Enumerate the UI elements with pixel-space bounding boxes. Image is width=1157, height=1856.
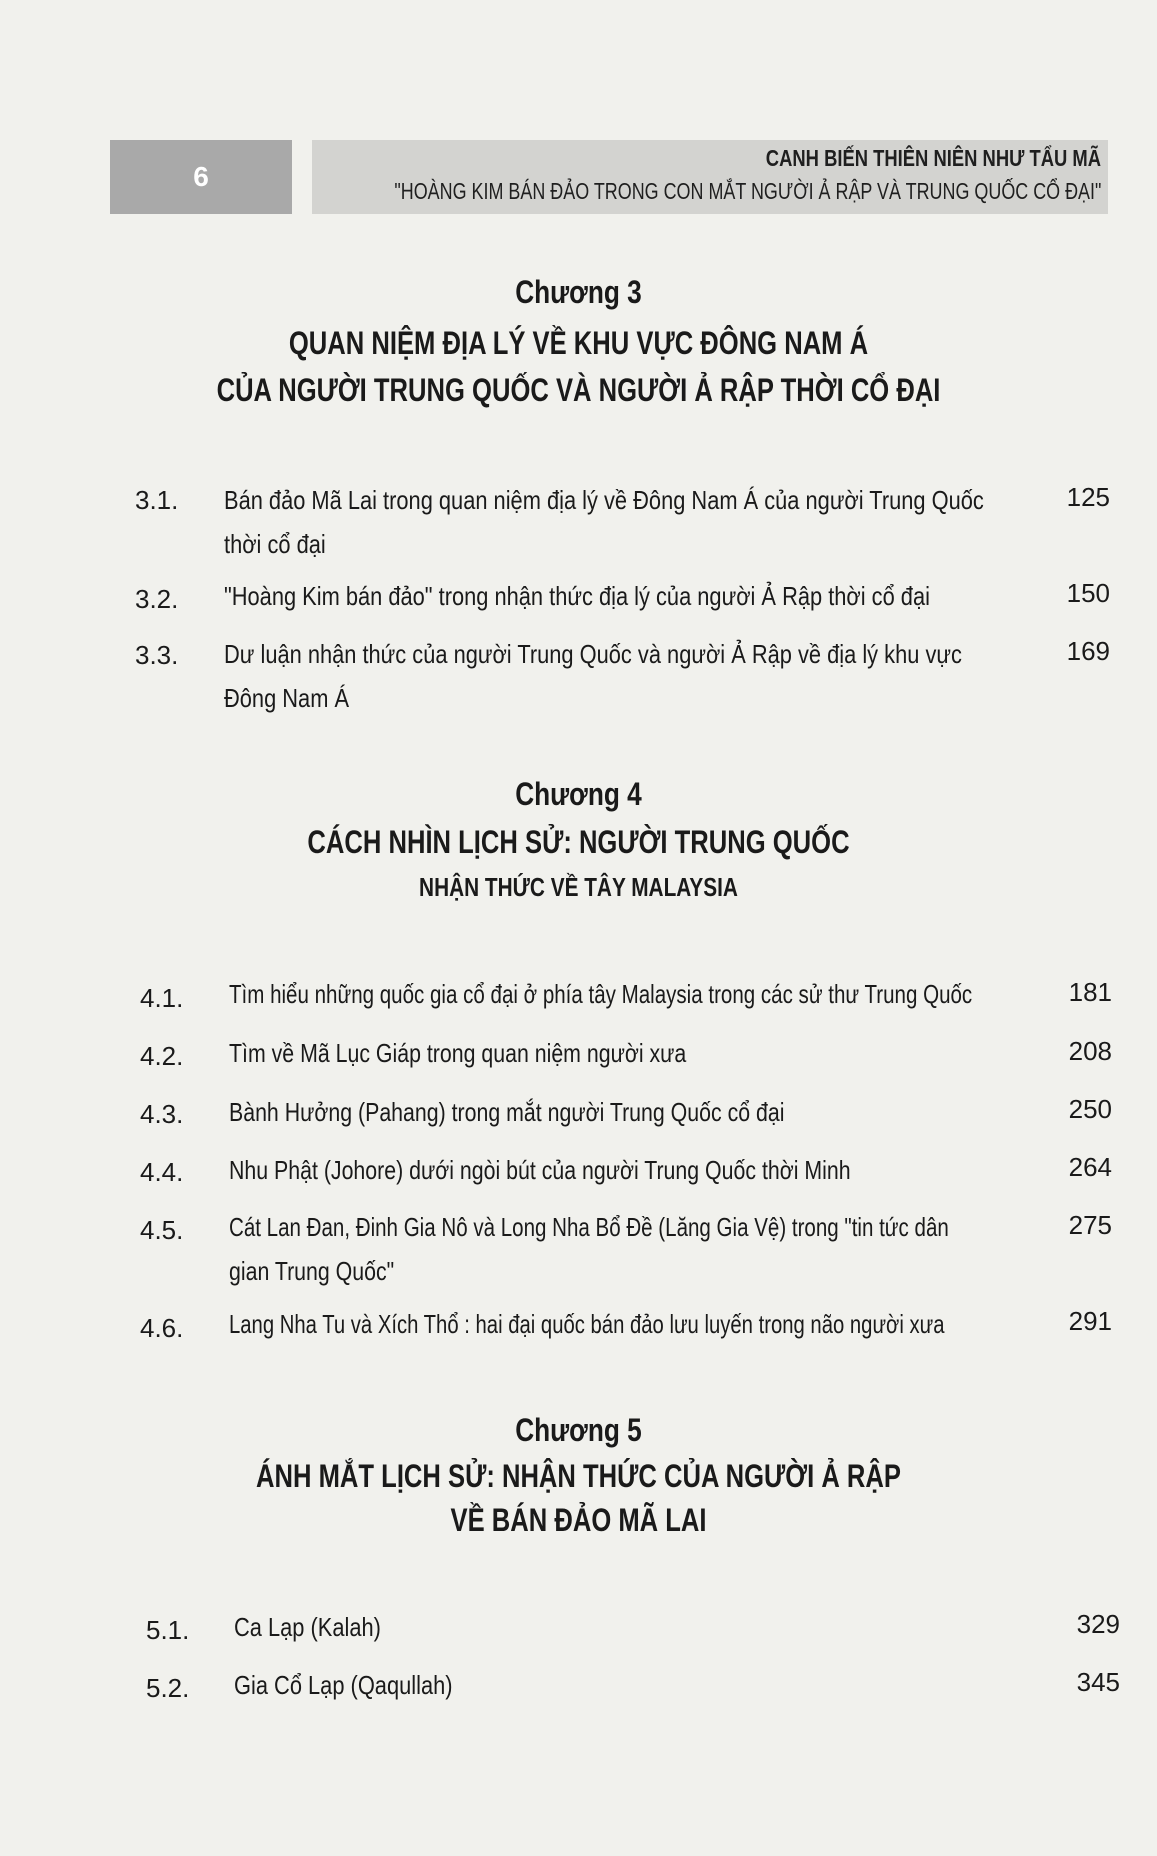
running-header-title: CANH BIẾN THIÊN NIÊN NHƯ TẨU MÃ	[765, 145, 1101, 171]
entry-title: Dư luận nhận thức của người Trung Quốc và người Ả Rập về địa lý khu vực	[224, 639, 962, 669]
entry-number: 4.3.	[140, 1099, 184, 1129]
entry-title: Tìm về Mã Lục Giáp trong quan niệm người xưa	[229, 1038, 687, 1068]
entry-page: 264	[1068, 1152, 1112, 1182]
entry-number: 3.2.	[135, 584, 179, 614]
entry-title: Lang Nha Tu và Xích Thổ : hai đại quốc bán đảo lưu luyến trong não người xưa	[229, 1309, 945, 1339]
entry-title: "Hoàng Kim bán đảo" trong nhận thức địa lý của người Ả Rập thời cổ đại	[224, 581, 930, 611]
chapter-label: Chương 4	[515, 776, 642, 812]
entry-page: 150	[1066, 578, 1110, 608]
entry-page: 250	[1068, 1094, 1112, 1124]
entry-title: Gia Cổ Lạp (Qaqullah)	[234, 1670, 453, 1700]
entry-number: 5.1.	[146, 1615, 190, 1645]
entry-title: Nhu Phật (Johore) dưới ngòi bút của người Trung Quốc thời Minh	[229, 1155, 851, 1185]
entry-number: 5.2.	[146, 1673, 190, 1703]
entry-page: 181	[1068, 977, 1112, 1007]
entry-page: 208	[1068, 1036, 1112, 1066]
entry-title: Ca Lạp (Kalah)	[234, 1612, 381, 1642]
page-number-box	[110, 140, 292, 214]
entry-title: Bành Hưởng (Pahang) trong mắt người Trung Quốc cổ đại	[229, 1097, 785, 1127]
entry-number: 3.1.	[135, 485, 179, 515]
entry-page: 329	[1076, 1609, 1120, 1639]
chapter-4-title: CÁCH NHÌN LỊCH SỬ: NGƯỜI TRUNG QUỐC	[307, 824, 850, 860]
entry-number: 4.2.	[140, 1041, 184, 1071]
entry-number: 3.3.	[135, 640, 179, 670]
chapter-5-title-line-1: ÁNH MẮT LỊCH SỬ: NHẬN THỨC CỦA NGƯỜI Ả RẬP	[256, 1458, 901, 1494]
entry-number: 4.1.	[140, 983, 184, 1013]
chapter-5-title-line-2: VỀ BÁN ĐẢO MÃ LAI	[450, 1502, 707, 1538]
entry-title-continued: Đông Nam Á	[224, 683, 350, 713]
entry-title: Tìm hiểu những quốc gia cổ đại ở phía tây Malaysia trong các sử thư Trung Quốc	[229, 979, 973, 1009]
chapter-3-title-line-1: QUAN NIỆM ĐỊA LÝ VỀ KHU VỰC ĐÔNG NAM Á	[288, 325, 869, 361]
chapter-4-subtitle: NHẬN THỨC VỀ TÂY MALAYSIA	[419, 872, 738, 902]
entry-title: Cát Lan Đan, Đinh Gia Nô và Long Nha Bổ Đề (Lăng Gia Vệ) trong "tin tức dân	[229, 1212, 949, 1242]
entry-page: 291	[1068, 1306, 1112, 1336]
entry-number: 4.4.	[140, 1157, 184, 1187]
entry-page: 169	[1066, 636, 1110, 666]
entry-number: 4.6.	[140, 1313, 184, 1343]
running-header-subtitle: "HOÀNG KIM BÁN ĐẢO TRONG CON MẮT NGƯỜI Ả RẬP VÀ TRUNG QUỐC CỔ ĐẠI"	[394, 178, 1101, 204]
entry-page: 275	[1068, 1210, 1112, 1240]
chapter-5-heading	[0, 1412, 1157, 1449]
entry-title: Bán đảo Mã Lai trong quan niệm địa lý về Đông Nam Á của người Trung Quốc	[224, 485, 984, 515]
entry-title-continued: gian Trung Quốc"	[229, 1256, 395, 1286]
chapter-label: Chương 5	[515, 1412, 642, 1448]
entry-page: 345	[1076, 1667, 1120, 1697]
entry-page: 125	[1066, 482, 1110, 512]
chapter-3-heading	[0, 274, 1157, 311]
chapter-3-title-line-2: CỦA NGƯỜI TRUNG QUỐC VÀ NGƯỜI Ả RẬP THỜI CỔ ĐẠI	[216, 372, 941, 408]
page-number: 6	[193, 161, 209, 192]
entry-title-continued: thời cổ đại	[224, 529, 326, 559]
chapter-label: Chương 3	[515, 274, 642, 310]
entry-number: 4.5.	[140, 1215, 184, 1245]
chapter-4-heading	[0, 776, 1157, 813]
